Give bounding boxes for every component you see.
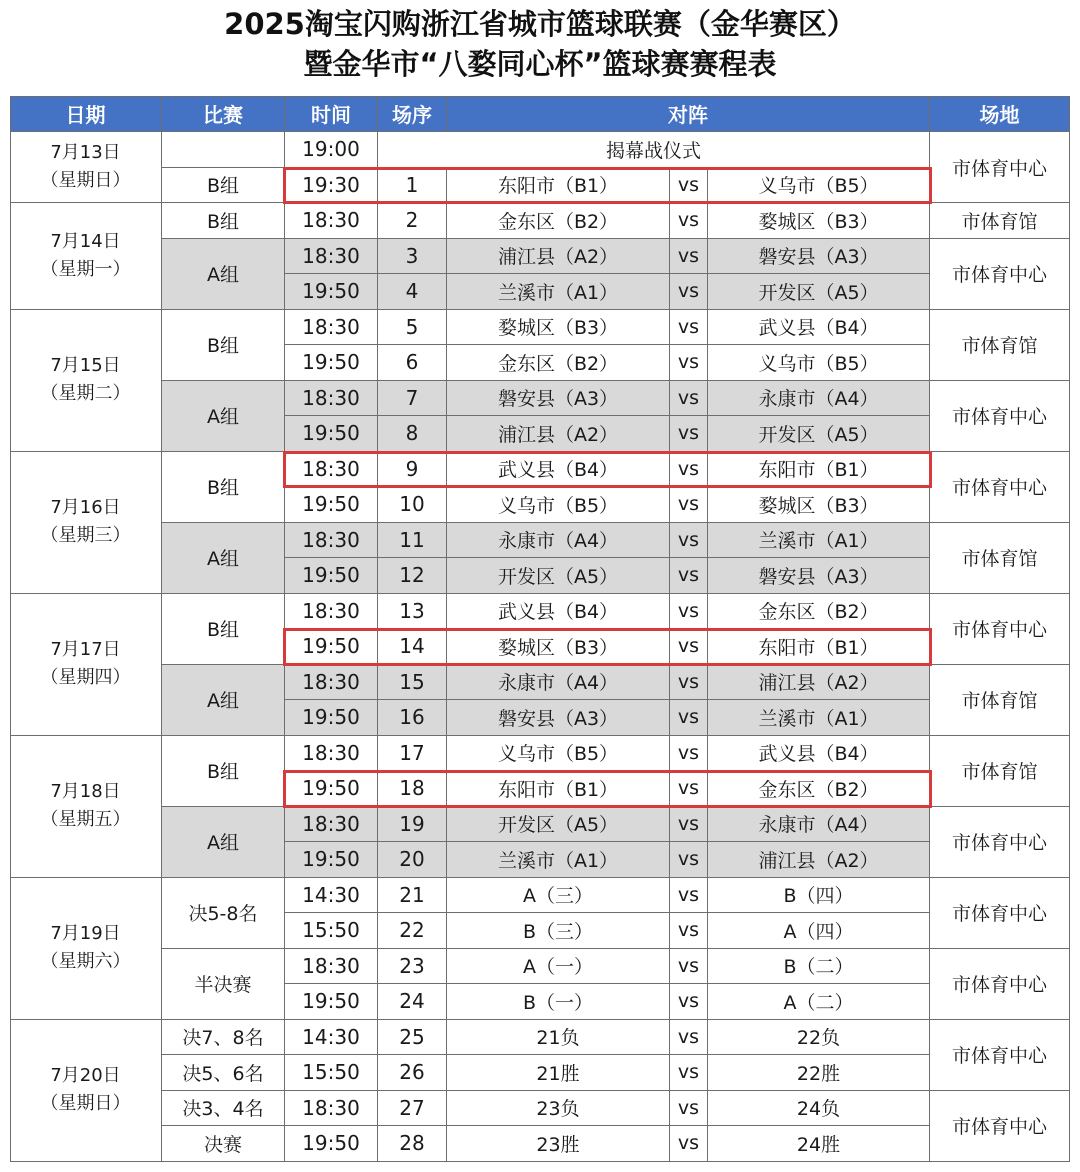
document-title: 2025淘宝闪购浙江省城市篮球联赛（金华赛区）	[224, 7, 856, 41]
match-order: 17	[378, 736, 447, 772]
match-order: 15	[378, 665, 447, 701]
match-time: 19:50	[285, 345, 378, 381]
away-team: 义乌市（B5）	[708, 168, 930, 204]
away-team: 兰溪市（A1）	[708, 700, 930, 736]
match-time: 18:30	[285, 239, 378, 275]
match-time: 18:30	[285, 1091, 378, 1127]
date-label: 7月16日	[50, 497, 121, 518]
match-order: 16	[378, 700, 447, 736]
vs-label: vs	[670, 381, 708, 417]
match-time: 18:30	[285, 203, 378, 239]
home-team: 婺城区（B3）	[447, 310, 670, 346]
away-team: 24负	[708, 1091, 930, 1127]
match-time: 19:50	[285, 558, 378, 594]
vs-label: vs	[670, 274, 708, 310]
vs-label: vs	[670, 487, 708, 523]
group-cell: 半决赛	[162, 949, 285, 1020]
vs-label: vs	[670, 523, 708, 559]
weekday-label: （星期六）	[40, 951, 131, 972]
home-team: 磐安县（A3）	[447, 700, 670, 736]
away-team: 永康市（A4）	[708, 381, 930, 417]
match-order: 3	[378, 239, 447, 275]
venue-cell: 市体育中心	[930, 878, 1070, 949]
group-cell	[162, 132, 285, 168]
date-label: 7月14日	[50, 230, 121, 252]
away-team: 浦江县（A2）	[708, 665, 930, 701]
away-team: 武义县（B4）	[708, 736, 930, 772]
venue-cell: 市体育中心	[930, 452, 1070, 523]
date-cell	[10, 310, 162, 452]
venue-cell: 市体育馆	[930, 203, 1070, 239]
date-cell	[10, 203, 162, 310]
match-order: 1	[378, 168, 447, 204]
weekday-label: （星期四）	[40, 667, 131, 688]
match-time: 19:50	[285, 842, 378, 878]
vs-label: vs	[670, 416, 708, 452]
away-team: 兰溪市（A1）	[708, 523, 930, 559]
home-team: A（三）	[447, 878, 670, 914]
venue-cell: 市体育馆	[930, 665, 1070, 736]
home-team: 21胜	[447, 1055, 670, 1091]
vs-label: vs	[670, 913, 708, 949]
home-team: 东阳市（B1）	[447, 771, 670, 807]
venue-cell: 市体育中心	[930, 239, 1070, 310]
vs-label: vs	[670, 168, 708, 204]
match-time: 18:30	[285, 594, 378, 630]
group-cell: A组	[162, 239, 285, 310]
schedule-table	[10, 96, 1070, 1162]
match-time: 18:30	[285, 452, 378, 488]
vs-label: vs	[670, 1091, 708, 1127]
home-team: A（一）	[447, 949, 670, 985]
vs-label: vs	[670, 842, 708, 878]
group-cell: B组	[162, 452, 285, 523]
away-team: 开发区（A5）	[708, 416, 930, 452]
home-team: 开发区（A5）	[447, 558, 670, 594]
venue-cell: 市体育中心	[930, 949, 1070, 1020]
weekday-label: （星期三）	[40, 525, 131, 546]
date-label: 7月18日	[50, 781, 121, 802]
match-time: 18:30	[285, 523, 378, 559]
group-cell: B组	[162, 310, 285, 381]
header-matchup: 对阵	[447, 96, 930, 132]
vs-label: vs	[670, 558, 708, 594]
match-time: 15:50	[285, 913, 378, 949]
home-team: 浦江县（A2）	[447, 239, 670, 275]
match-order: 10	[378, 487, 447, 523]
vs-label: vs	[670, 1055, 708, 1091]
home-team: 浦江县（A2）	[447, 416, 670, 452]
venue-cell: 市体育中心	[930, 594, 1070, 665]
date-cell	[10, 878, 162, 1020]
match-order: 27	[378, 1091, 447, 1127]
header-date: 日期	[10, 96, 162, 132]
away-team: 24胜	[708, 1126, 930, 1162]
match-order: 20	[378, 842, 447, 878]
away-team: 义乌市（B5）	[708, 345, 930, 381]
vs-label: vs	[670, 807, 708, 843]
ceremony-label: 揭幕战仪式	[378, 132, 930, 168]
match-time: 18:30	[285, 381, 378, 417]
vs-label: vs	[670, 771, 708, 807]
vs-label: vs	[670, 736, 708, 772]
match-time: 18:30	[285, 736, 378, 772]
vs-label: vs	[670, 452, 708, 488]
home-team: 23胜	[447, 1126, 670, 1162]
away-team: A（四）	[708, 913, 930, 949]
away-team: 金东区（B2）	[708, 594, 930, 630]
vs-label: vs	[670, 239, 708, 275]
venue-cell: 市体育中心	[930, 807, 1070, 878]
vs-label: vs	[670, 1126, 708, 1162]
away-team: B（二）	[708, 949, 930, 985]
venue-cell: 市体育中心	[930, 381, 1070, 452]
away-team: A（二）	[708, 984, 930, 1020]
group-cell: 决7、8名	[162, 1020, 285, 1056]
vs-label: vs	[670, 949, 708, 985]
home-team: 23负	[447, 1091, 670, 1127]
away-team: 磐安县（A3）	[708, 239, 930, 275]
home-team: 金东区（B2）	[447, 203, 670, 239]
vs-label: vs	[670, 1020, 708, 1056]
group-cell: B组	[162, 736, 285, 807]
group-cell: B组	[162, 203, 285, 239]
match-time: 19:50	[285, 984, 378, 1020]
date-cell	[10, 594, 162, 736]
match-time: 18:30	[285, 310, 378, 346]
date-cell	[10, 1020, 162, 1162]
away-team: 婺城区（B3）	[708, 487, 930, 523]
weekday-label: （星期五）	[40, 809, 131, 830]
vs-label: vs	[670, 984, 708, 1020]
date-label: 7月19日	[50, 923, 121, 944]
vs-label: vs	[670, 629, 708, 665]
group-cell: B组	[162, 168, 285, 204]
match-order: 14	[378, 629, 447, 665]
header-order: 场序	[378, 96, 447, 132]
home-team: 永康市（A4）	[447, 665, 670, 701]
match-order: 11	[378, 523, 447, 559]
group-cell: A组	[162, 807, 285, 878]
date-cell	[10, 132, 162, 203]
weekday-label: （星期日）	[40, 1093, 131, 1114]
match-time: 19:50	[285, 700, 378, 736]
match-time: 14:30	[285, 878, 378, 914]
match-order: 6	[378, 345, 447, 381]
header-match: 比赛	[162, 96, 285, 132]
home-team: 义乌市（B5）	[447, 487, 670, 523]
match-time: 19:50	[285, 771, 378, 807]
home-team: 21负	[447, 1020, 670, 1056]
document-subtitle: 暨金华市“八婺同心杯”篮球赛赛程表	[303, 47, 777, 81]
venue-cell: 市体育馆	[930, 736, 1070, 807]
date-label: 7月20日	[50, 1065, 121, 1086]
match-order: 28	[378, 1126, 447, 1162]
away-team: 开发区（A5）	[708, 274, 930, 310]
match-order: 9	[378, 452, 447, 488]
match-time: 19:50	[285, 1126, 378, 1162]
date-label: 7月17日	[50, 639, 121, 660]
home-team: 婺城区（B3）	[447, 629, 670, 665]
header-venue: 场地	[930, 96, 1070, 132]
home-team: 磐安县（A3）	[447, 381, 670, 417]
match-time: 18:30	[285, 807, 378, 843]
match-order: 26	[378, 1055, 447, 1091]
date-label: 7月15日	[50, 355, 121, 376]
venue-cell: 市体育馆	[930, 310, 1070, 381]
vs-label: vs	[670, 700, 708, 736]
group-cell: 决3、4名	[162, 1091, 285, 1127]
date-cell	[10, 452, 162, 594]
match-order: 5	[378, 310, 447, 346]
match-time: 18:30	[285, 665, 378, 701]
venue-cell: 市体育中心	[930, 1020, 1070, 1091]
away-team: 22负	[708, 1020, 930, 1056]
away-team: B（四）	[708, 878, 930, 914]
match-time: 19:50	[285, 274, 378, 310]
away-team: 永康市（A4）	[708, 807, 930, 843]
away-team: 东阳市（B1）	[708, 629, 930, 665]
match-order: 18	[378, 771, 447, 807]
match-time: 19:50	[285, 416, 378, 452]
away-team: 武义县（B4）	[708, 310, 930, 346]
away-team: 浦江县（A2）	[708, 842, 930, 878]
home-team: 武义县（B4）	[447, 452, 670, 488]
match-order: 13	[378, 594, 447, 630]
group-cell: 决赛	[162, 1126, 285, 1162]
home-team: 东阳市（B1）	[447, 168, 670, 204]
header-time: 时间	[285, 96, 378, 132]
home-team: B（一）	[447, 984, 670, 1020]
match-time: 15:50	[285, 1055, 378, 1091]
home-team: 义乌市（B5）	[447, 736, 670, 772]
group-cell: A组	[162, 381, 285, 452]
match-order: 21	[378, 878, 447, 914]
home-team: 武义县（B4）	[447, 594, 670, 630]
date-cell	[10, 736, 162, 878]
vs-label: vs	[670, 665, 708, 701]
match-order: 22	[378, 913, 447, 949]
home-team: B（三）	[447, 913, 670, 949]
home-team: 开发区（A5）	[447, 807, 670, 843]
match-time: 14:30	[285, 1020, 378, 1056]
match-time: 19:50	[285, 629, 378, 665]
ceremony-time: 19:00	[285, 132, 378, 168]
home-team: 兰溪市（A1）	[447, 274, 670, 310]
date-label: 7月13日	[50, 142, 121, 163]
vs-label: vs	[670, 345, 708, 381]
weekday-label: （星期一）	[40, 258, 131, 280]
match-order: 24	[378, 984, 447, 1020]
match-time: 19:30	[285, 168, 378, 204]
vs-label: vs	[670, 594, 708, 630]
match-order: 2	[378, 203, 447, 239]
match-order: 25	[378, 1020, 447, 1056]
match-order: 19	[378, 807, 447, 843]
vs-label: vs	[670, 310, 708, 346]
match-order: 4	[378, 274, 447, 310]
match-order: 7	[378, 381, 447, 417]
weekday-label: （星期日）	[40, 170, 131, 191]
match-time: 18:30	[285, 949, 378, 985]
venue-cell: 市体育中心	[930, 132, 1070, 203]
match-time: 19:50	[285, 487, 378, 523]
venue-cell: 市体育中心	[930, 1091, 1070, 1162]
weekday-label: （星期二）	[40, 383, 131, 404]
group-cell: 决5、6名	[162, 1055, 285, 1091]
group-cell: 决5-8名	[162, 878, 285, 949]
match-order: 23	[378, 949, 447, 985]
vs-label: vs	[670, 203, 708, 239]
away-team: 东阳市（B1）	[708, 452, 930, 488]
group-cell: A组	[162, 665, 285, 736]
away-team: 金东区（B2）	[708, 771, 930, 807]
away-team: 磐安县（A3）	[708, 558, 930, 594]
home-team: 永康市（A4）	[447, 523, 670, 559]
home-team: 兰溪市（A1）	[447, 842, 670, 878]
away-team: 22胜	[708, 1055, 930, 1091]
venue-cell: 市体育馆	[930, 523, 1070, 594]
group-cell: A组	[162, 523, 285, 594]
home-team: 金东区（B2）	[447, 345, 670, 381]
away-team: 婺城区（B3）	[708, 203, 930, 239]
match-order: 8	[378, 416, 447, 452]
vs-label: vs	[670, 878, 708, 914]
match-order: 12	[378, 558, 447, 594]
group-cell: B组	[162, 594, 285, 665]
